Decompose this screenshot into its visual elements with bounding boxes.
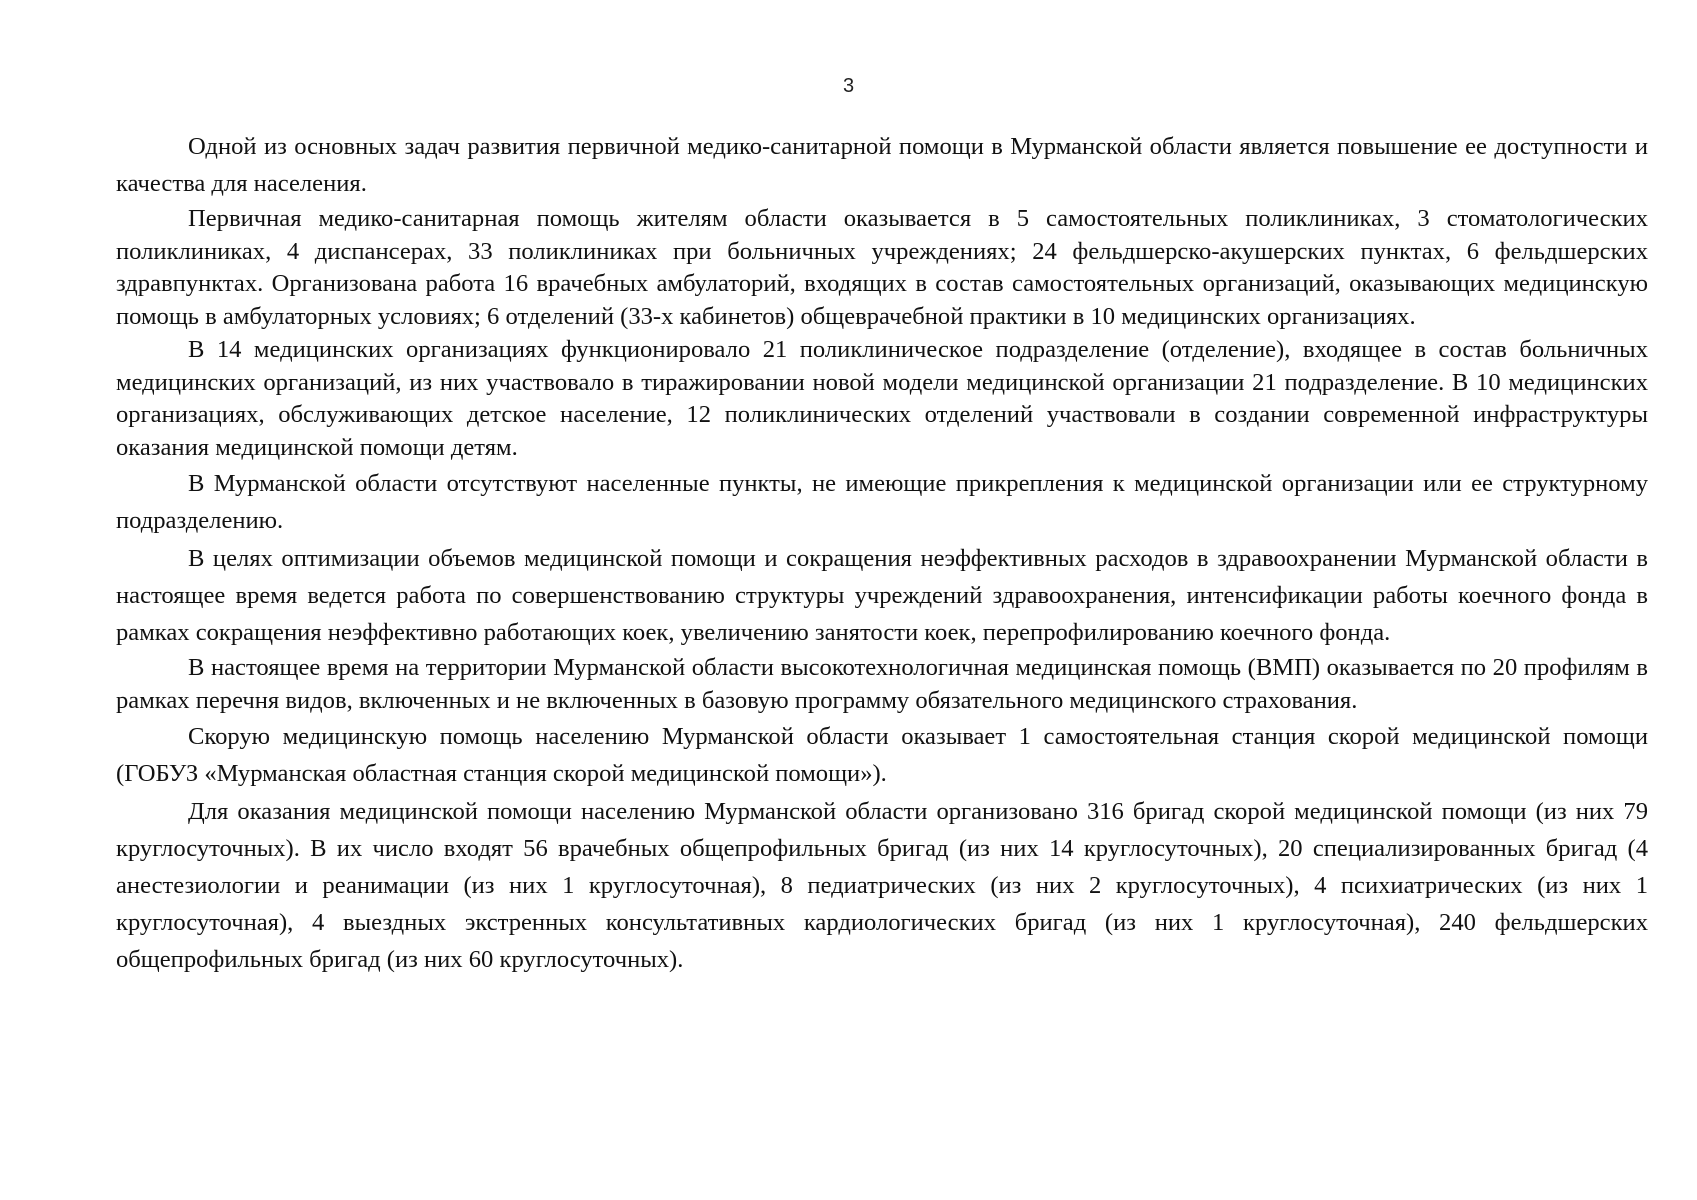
paragraph-primary-care-network: Первичная медико-санитарная помощь жителям области оказывается в 5 самостоятельных поликлиниках, 3 стоматологических поликлиниках, 4 диспансерах, 33 поликлиниках при больничных учреждениях; 24 фельдшерско-акушерских пунктах, 6 фельдшерских здравпунктах. Организована работа 16 врачебных амбулаторий, входящих в состав самостоятельных организаций, оказывающих медицинскую помощь в амбулаторных условиях; 6 отделений (33-х кабинетов) общеврачебной практики в 10 медицинских организациях. bbox=[116, 205, 1648, 330]
paragraph-high-tech-care: В настоящее время на территории Мурманской области высокотехнологичная медицинская помощь (ВМП) оказывается по 20 профилям в рамках перечня видов, включенных и не включенных в базовую программу обязательного медицинского страхования. bbox=[116, 654, 1648, 714]
paragraph-ambulance-teams: Для оказания медицинской помощи населению Мурманской области организовано 316 бригад скорой медицинской помощи (из них 79 круглосуточных). В их число входят 56 врачебных общепрофильных бригад (из них 14 круглосуточных), 20 специализированных бригад (4 анестезиологии и реанимации (из них 1 круглосуточная), 8 педиатрических (из них 2 круглосуточных), 4 психиатрических (из них 1 круглосуточная), 4 выездных экстренных консультативных кардиологических бригад (из них 1 круглосуточная), 240 фельдшерских общепрофильных бригад (из них 60 круглосуточных). bbox=[116, 798, 1648, 973]
paragraph-settlement-coverage: В Мурманской области отсутствуют населенные пункты, не имеющие прикрепления к медицинской организации или ее структурному подразделению. bbox=[116, 470, 1648, 534]
page-number: 3 bbox=[842, 75, 855, 97]
paragraph-primary-care-goal: Одной из основных задач развития первичной медико-санитарной помощи в Мурманской области является повышение ее доступности и качества для населения. bbox=[116, 133, 1648, 197]
document-body bbox=[116, 128, 1648, 979]
paragraph-polyclinic-units: В 14 медицинских организациях функционировало 21 поликлиническое подразделение (отделение), входящее в состав больничных медицинских организаций, из них участвовало в тиражировании новой модели медицинской организации 21 подразделение. В 10 медицинских организациях, обслуживающих детское население, 12 поликлинических отделений участвовали в создании современной инфраструктуры оказания медицинской помощи детям. bbox=[116, 336, 1648, 461]
paragraph-emergency-station: Скорую медицинскую помощь населению Мурманской области оказывает 1 самостоятельная станция скорой медицинской помощи (ГОБУЗ «Мурманская областная станция скорой медицинской помощи»). bbox=[116, 723, 1648, 787]
paragraph-optimization: В целях оптимизации объемов медицинской помощи и сокращения неэффективных расходов в здравоохранении Мурманской области в настоящее время ведется работа по совершенствованию структуры учреждений здравоохранения, интенсификации работы коечного фонда в рамках сокращения неэффективно работающих коек, увеличению занятости коек, перепрофилированию коечного фонда. bbox=[116, 545, 1648, 646]
